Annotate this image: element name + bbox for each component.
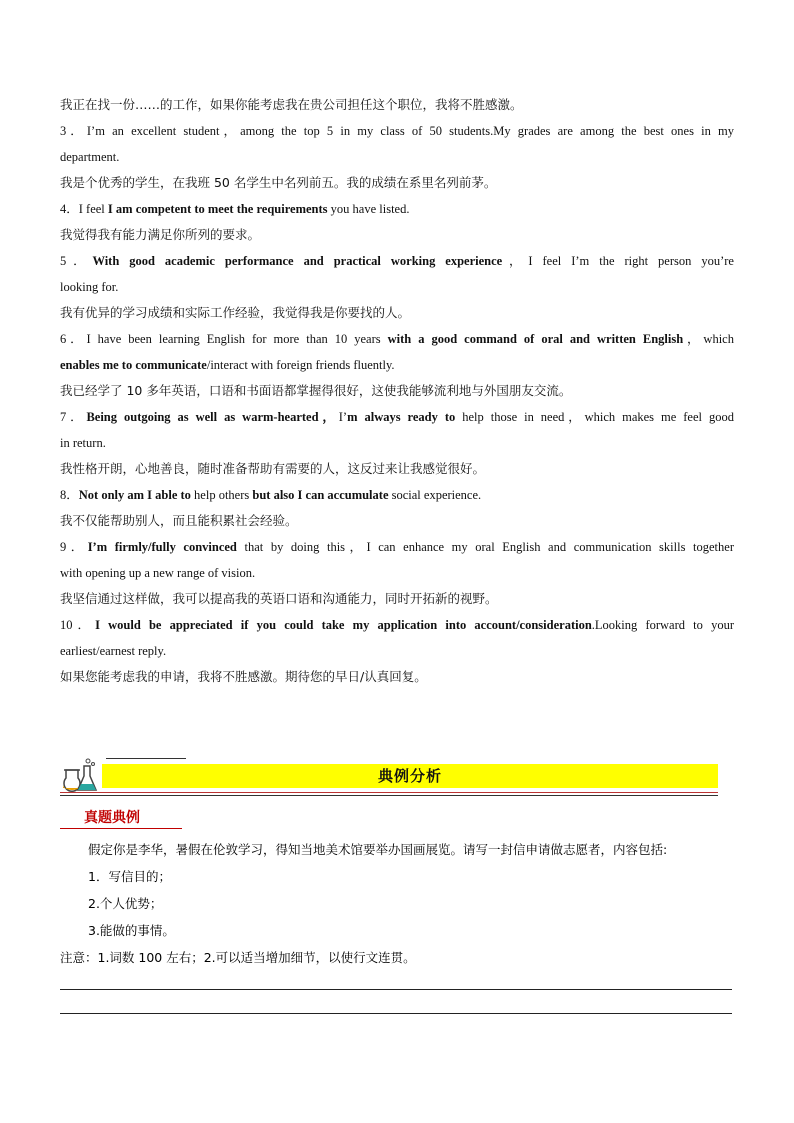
sentence-9-zh: 我坚信通过这样做，我可以提高我的英语口语和沟通能力，同时开拓新的视野。	[60, 591, 498, 606]
sentence-6-zh: 我已经学了 10 多年英语，口语和书面语都掌握得很好，这使我能够流利地与外国朋友交流。	[60, 383, 572, 398]
sentence-8-zh: 我不仅能帮助别人，而且能积累社会经验。	[60, 513, 298, 528]
banner-bar	[102, 764, 718, 788]
sentence-7-zh: 我性格开朗，心地善良，随时准备帮助有需要的人，这反过来让我感觉很好。	[60, 461, 486, 476]
sentence-10-en-cont: earliest/earnest reply.	[60, 644, 167, 658]
sentence-8-en: 8．Not only am I able to help others but also I can accumulate social experience.	[60, 488, 482, 502]
sentence-3-en: 3．I’m an excellent student，among the top 5 in my class of 50 students.My grades are among the best ones in my	[60, 124, 734, 138]
section-banner	[60, 756, 720, 796]
sentence-6-en-cont: enables me to communicate/interact with foreign friends fluently.	[60, 358, 395, 372]
sentence-7-en-cont: in return.	[60, 436, 106, 450]
banner-rule-black	[60, 795, 718, 796]
sentence-7-en: 7．Being outgoing as well as warm-hearted，I’m always ready to help those in need，which makes me feel good	[60, 410, 734, 424]
task-item-1: 1．写信目的；	[88, 869, 171, 884]
flask-icon	[60, 756, 100, 796]
subheading-label: 真题典例	[84, 810, 140, 826]
answer-line-2[interactable]	[60, 1013, 732, 1014]
task-note: 注意：1.词数 100 左右；2.可以适当增加细节，以使行文连贯。	[60, 950, 416, 965]
task-prompt: 假定你是李华，暑假在伦敦学习，得知当地美术馆要举办国画展览。请写一封信申请做志愿者，内容包括:	[88, 842, 668, 857]
sentence-list	[60, 92, 734, 690]
sentence-3-en-cont: department.	[60, 150, 120, 164]
sentence-5-en: 5．With good academic performance and practical working experience，I feel I’m the right person you’re	[60, 254, 734, 268]
sentence-6-en: 6．I have been learning English for more than 10 years with a good command of oral and written English，which	[60, 332, 734, 346]
sentence-5-en-cont: looking for.	[60, 280, 119, 294]
sentence-9-en: 9．I’m firmly/fully convinced that by doing this，I can enhance my oral English and communication skills together	[60, 540, 734, 554]
sentence-3-zh: 我是个优秀的学生，在我班 50 名学生中名列前五。我的成绩在系里名列前茅。	[60, 175, 497, 190]
sentence-4-zh: 我觉得我有能力满足你所列的要求。	[60, 227, 261, 242]
sentence-10-zh: 如果您能考虑我的申请，我将不胜感激。期待您的早日/认真回复。	[60, 669, 427, 684]
subheading	[60, 808, 182, 830]
task-item-2: 2.个人优势；	[88, 896, 163, 911]
intro-translation: 我正在找一份……的工作，如果你能考虑我在贵公司担任这个职位，我将不胜感激。	[60, 97, 523, 112]
writing-task	[60, 836, 734, 971]
sentence-9-en-cont: with opening up a new range of vision.	[60, 566, 256, 580]
sentence-10-en: 10．I would be appreciated if you could take my application into account/consideration.Looking forward to your	[60, 618, 734, 632]
subheading-underline	[60, 828, 182, 829]
banner-rule-red	[60, 792, 718, 793]
sentence-5-zh: 我有优异的学习成绩和实际工作经验，我觉得我是你要找的人。	[60, 305, 411, 320]
section-title: 典例分析	[377, 767, 442, 785]
answer-line-1[interactable]	[60, 989, 732, 990]
task-item-3: 3.能做的事情。	[88, 923, 175, 938]
banner-topline	[106, 758, 186, 759]
sentence-4-en: 4．I feel I am competent to meet the requirements you have listed.	[60, 202, 410, 216]
